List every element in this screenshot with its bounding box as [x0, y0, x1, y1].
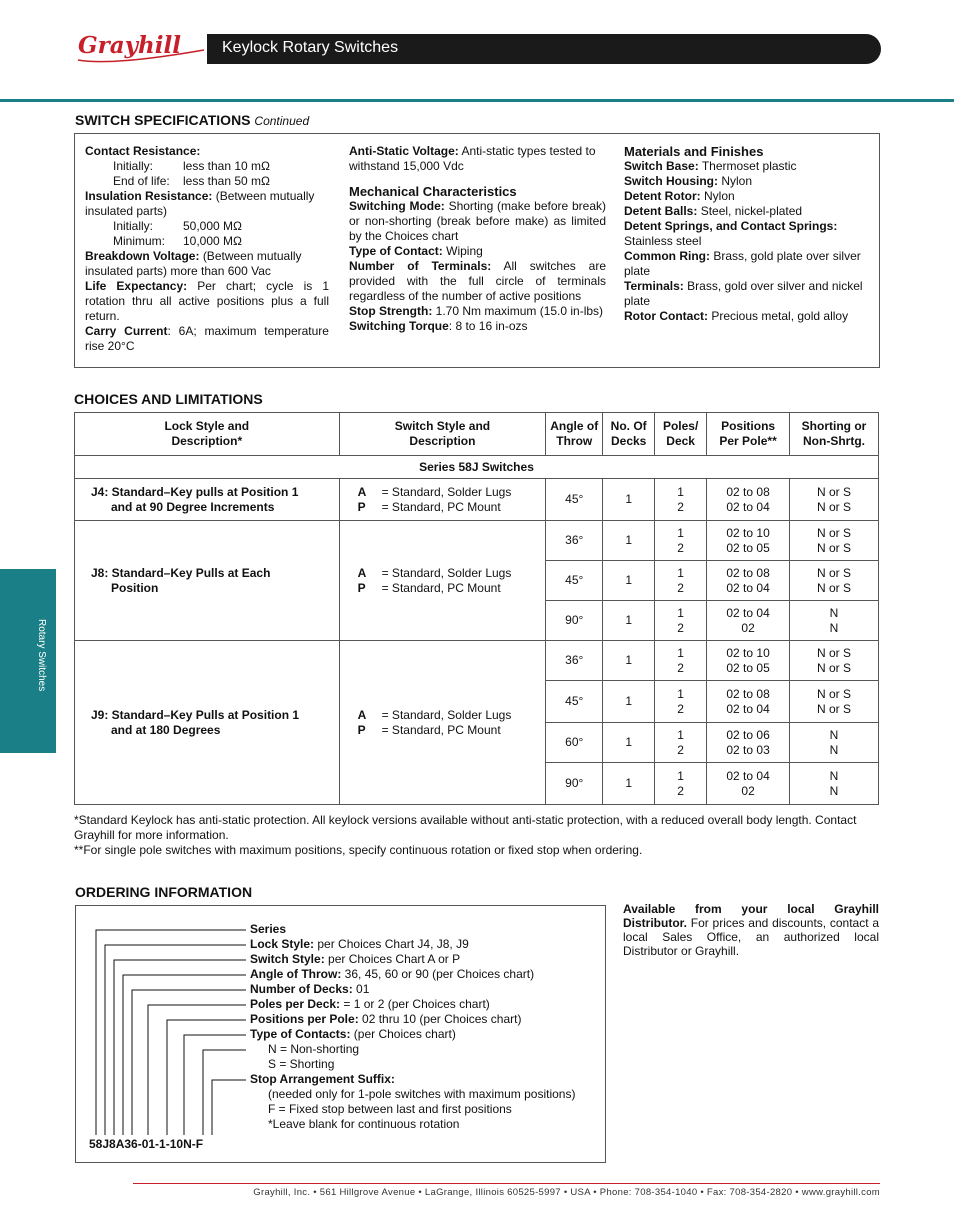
order-contacts: Type of Contacts: (per Choices chart) [250, 1027, 456, 1041]
order-contacts-n: N = Non-shorting [268, 1042, 360, 1056]
order-positions: Positions per Pole: 02 thru 10 (per Choices chart) [250, 1012, 522, 1026]
order-stop-fixed: F = Fixed stop between last and first positions [268, 1102, 512, 1116]
footer-contact: Grayhill, Inc. • 561 Hillgrove Avenue • LaGrange, Illinois 60525-5997 • USA • Phone: 708-354-1040 • Fax: 708-354-2820 • www.grayhill.com [253, 1187, 880, 1198]
col-lock-style: Lock Style and Description* [75, 413, 340, 456]
table-row: 45° 1 1 2 02 to 08 02 to 04 N or S N or S [75, 561, 879, 601]
order-example-code: 58J8A36-01-1-10N-F [89, 1137, 204, 1151]
order-stop-note: (needed only for 1-pole switches with maximum positions) [268, 1087, 576, 1101]
lock-j4: J4: Standard–Key pulls at Position 1 and at 90 Degree Increments [75, 479, 340, 521]
footer-rule [133, 1183, 880, 1184]
order-angle: Angle of Throw: 36, 45, 60 or 90 (per Choices chart) [250, 967, 535, 981]
style-j4: A = Standard, Solder Lugs P = Standard, PC Mount [339, 479, 546, 521]
col-positions: Positions Per Pole** [707, 413, 790, 456]
col-decks: No. Of Decks [603, 413, 655, 456]
note-single-pole: **For single pole switches with maximum positions, specify continuous rotation or fixed stop when ordering. [74, 843, 643, 857]
spec-title: SWITCH SPECIFICATIONS Continued [75, 112, 310, 128]
table-row: J4: Standard–Key pulls at Position 1 and at 90 Degree Increments A = Standard, Solder Lugs P = Standard, PC Mount 45° 1 1 2 02 to 08 02 to 04 N or S N or S [75, 479, 879, 521]
lock-j9: J9: Standard–Key Pulls at Position 1 and at 180 Degrees [75, 641, 340, 805]
materials-title: Materials and Finishes [624, 144, 764, 159]
col-poles: Poles/ Deck [655, 413, 707, 456]
logo-text: Grayhill [78, 32, 181, 59]
spec-continued: Continued [254, 114, 310, 128]
spec-col-mechanical: Anti-Static Voltage: Anti-static types tested to withstand 15,000 Vdc Mechanical Characteristics Switching Mode: Shorting (make before break) or non-shorting (break before make) as limited by the Choices chart Type of Contact: Wiping Number of Terminals: All switches are provided with the full circle of terminals regardless of the number of active positions Stop Strength: 1.70 Nm maximum (15.0 in-lbs) Switching Torque: 8 to 16 in-ozs [349, 144, 607, 333]
series-row: Series 58J Switches [75, 456, 879, 479]
col-switch-style: Switch Style and Description [339, 413, 546, 456]
ordering-title: ORDERING INFORMATION [75, 884, 253, 900]
table-row: 45° 1 1 2 02 to 08 02 to 04 N or S N or S [75, 681, 879, 723]
col-angle: Angle of Throw [546, 413, 603, 456]
table-row: 90° 1 1 2 02 to 04 02 N N [75, 763, 879, 805]
table-row: 90° 1 1 2 02 to 04 02 N N [75, 601, 879, 641]
spec-col-materials: Materials and Finishes Switch Base: Thermoset plastic Switch Housing: Nylon Detent Rotor: Nylon Detent Balls: Steel, nickel-plated Detent Springs, and Contact Springs: Stainless steel Common Ring: Brass, gold plate over silver plate Terminals: Brass, gold over silver and nickel plate Rotor Contact: Precious metal, gold alloy [624, 144, 872, 324]
table-row: J8: Standard–Key Pulls at Each Position A = Standard, Solder Lugs P = Standard, PC Mount 36° 1 1 2 02 to 10 02 to 05 N or S N or S [75, 521, 879, 561]
lock-j8: J8: Standard–Key Pulls at Each Position [75, 521, 340, 641]
spec-col-electrical: Contact Resistance: Initially: less than 10 mΩ End of life: less than 50 mΩ Insulation Resistance: (Between mutually insulated parts) Initially: 50,000 MΩ Minimum: 10,000 MΩ Breakdown Voltage: (Between mutually insulated parts) more than 600 Vac Life Expectancy: Per chart; cycle is 1 rotation thru all active positions plus a full return. Carry Current: 6A; maximum temperature rise 20°C [85, 144, 330, 353]
order-switch-style: Switch Style: per Choices Chart A or P [250, 952, 461, 966]
col-shorting: Shorting or Non-Shrtg. [790, 413, 879, 456]
order-series: Series [250, 922, 287, 936]
table-row: J9: Standard–Key Pulls at Position 1 and at 180 Degrees A = Standard, Solder Lugs P = Standard, PC Mount 36° 1 1 2 02 to 10 02 to 05 N or S N or S [75, 641, 879, 681]
mech-title: Mechanical Characteristics [349, 184, 517, 199]
page-title: Keylock Rotary Switches [222, 39, 399, 56]
choices-title: CHOICES AND LIMITATIONS [74, 391, 263, 407]
availability-note: Available from your local Grayhill Distributor. For prices and discounts, contact a local Sales Office, an authorized local Distributor or Grayhill. [623, 902, 879, 958]
order-poles: Poles per Deck: = 1 or 2 (per Choices chart) [250, 997, 490, 1011]
table-row: 60° 1 1 2 02 to 06 02 to 03 N N [75, 723, 879, 763]
order-stop: Stop Arrangement Suffix: [250, 1072, 395, 1086]
style-j9: A = Standard, Solder Lugs P = Standard, PC Mount [339, 641, 546, 805]
order-lock-style: Lock Style: per Choices Chart J4, J8, J9 [250, 937, 469, 951]
side-tab-label: Rotary Switches [36, 619, 47, 692]
note-antistatic: *Standard Keylock has anti-static protection. All keylock versions available without anti-static protection, with a reduced overall body length. Contact Grayhill for more information. [74, 813, 857, 842]
style-j8: A = Standard, Solder Lugs P = Standard, PC Mount [339, 521, 546, 641]
order-stop-blank: *Leave blank for continuous rotation [268, 1117, 460, 1131]
order-decks: Number of Decks: 01 [250, 982, 370, 996]
order-contacts-s: S = Shorting [268, 1057, 335, 1071]
